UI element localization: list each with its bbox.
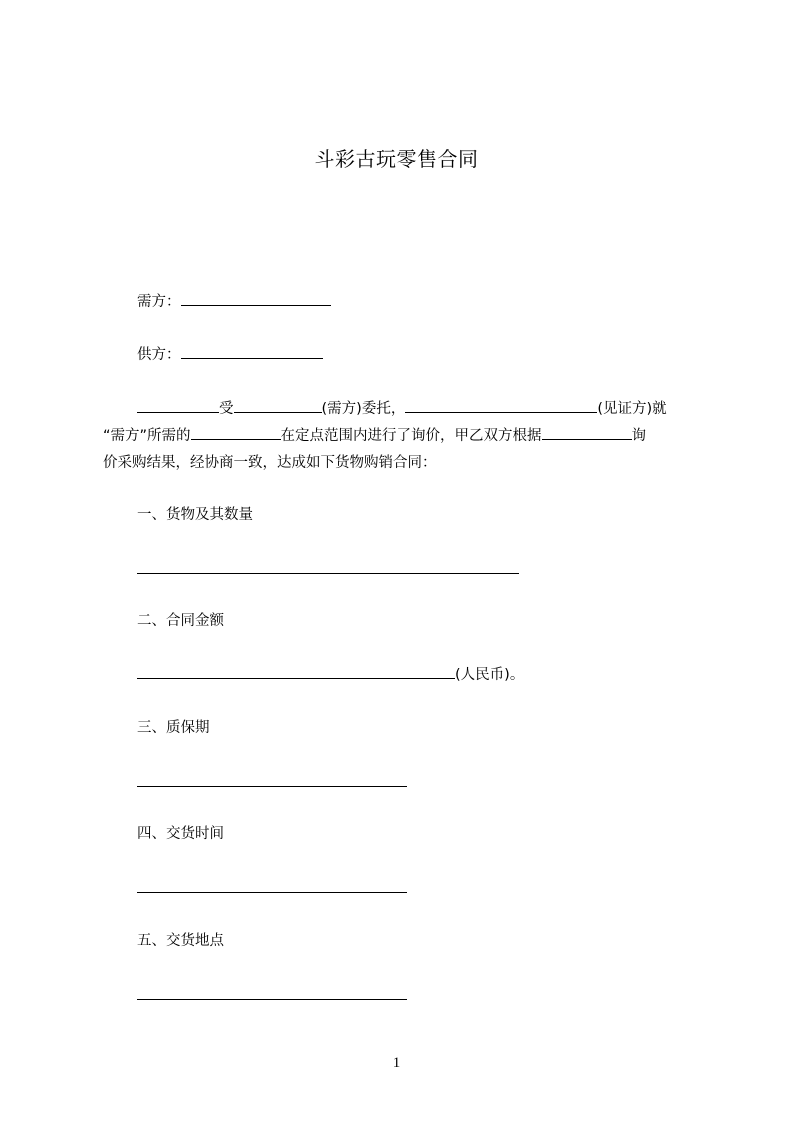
warranty-blank[interactable] [137, 786, 407, 787]
intro-line-2 [103, 425, 646, 446]
demand-party-label: 需方： [137, 294, 181, 310]
section-heading-warranty: 三、质保期 [137, 720, 210, 736]
intro-text-3: (见证方)就 [597, 401, 667, 417]
demand-party-line [137, 291, 331, 312]
supply-party-label: 供方： [137, 347, 181, 363]
entrusted-party-blank[interactable] [137, 398, 219, 413]
goods-needed-blank[interactable] [191, 425, 281, 440]
intro-text-1: 受 [219, 401, 234, 417]
contract-amount-line [137, 664, 524, 685]
intro-text-7: 价采购结果，经协商一致，达成如下货物购销合同： [103, 455, 437, 471]
section-heading-goods: 一、货物及其数量 [137, 507, 253, 523]
delivery-time-blank[interactable] [137, 892, 407, 893]
demand-party-entrust-blank[interactable] [234, 398, 322, 413]
section-heading-delivery-time: 四、交货时间 [137, 826, 224, 842]
document-title: 斗彩古玩零售合同 [314, 147, 479, 171]
intro-line-1 [137, 398, 667, 419]
intro-line-3 [103, 453, 437, 473]
intro-text-6: 询 [631, 428, 647, 444]
contract-amount-suffix: (人民币)。 [455, 667, 525, 683]
intro-text-4: “需方”所需的 [103, 428, 191, 444]
witness-party-blank[interactable] [405, 398, 597, 413]
goods-quantity-blank[interactable] [137, 573, 519, 574]
delivery-place-blank[interactable] [137, 999, 407, 1000]
section-heading-delivery-place: 五、交货地点 [137, 933, 224, 949]
section-heading-amount: 二、合同金额 [137, 613, 224, 629]
supply-party-blank[interactable] [181, 344, 323, 359]
basis-blank[interactable] [542, 425, 632, 440]
intro-text-5: 在定点范围内进行了询价，甲乙双方根据 [280, 428, 542, 444]
demand-party-blank[interactable] [181, 291, 331, 306]
intro-text-2: (需方)委托， [321, 401, 406, 417]
page-number: 1 [392, 1055, 401, 1071]
contract-amount-blank[interactable] [137, 664, 455, 679]
supply-party-line [137, 344, 323, 365]
